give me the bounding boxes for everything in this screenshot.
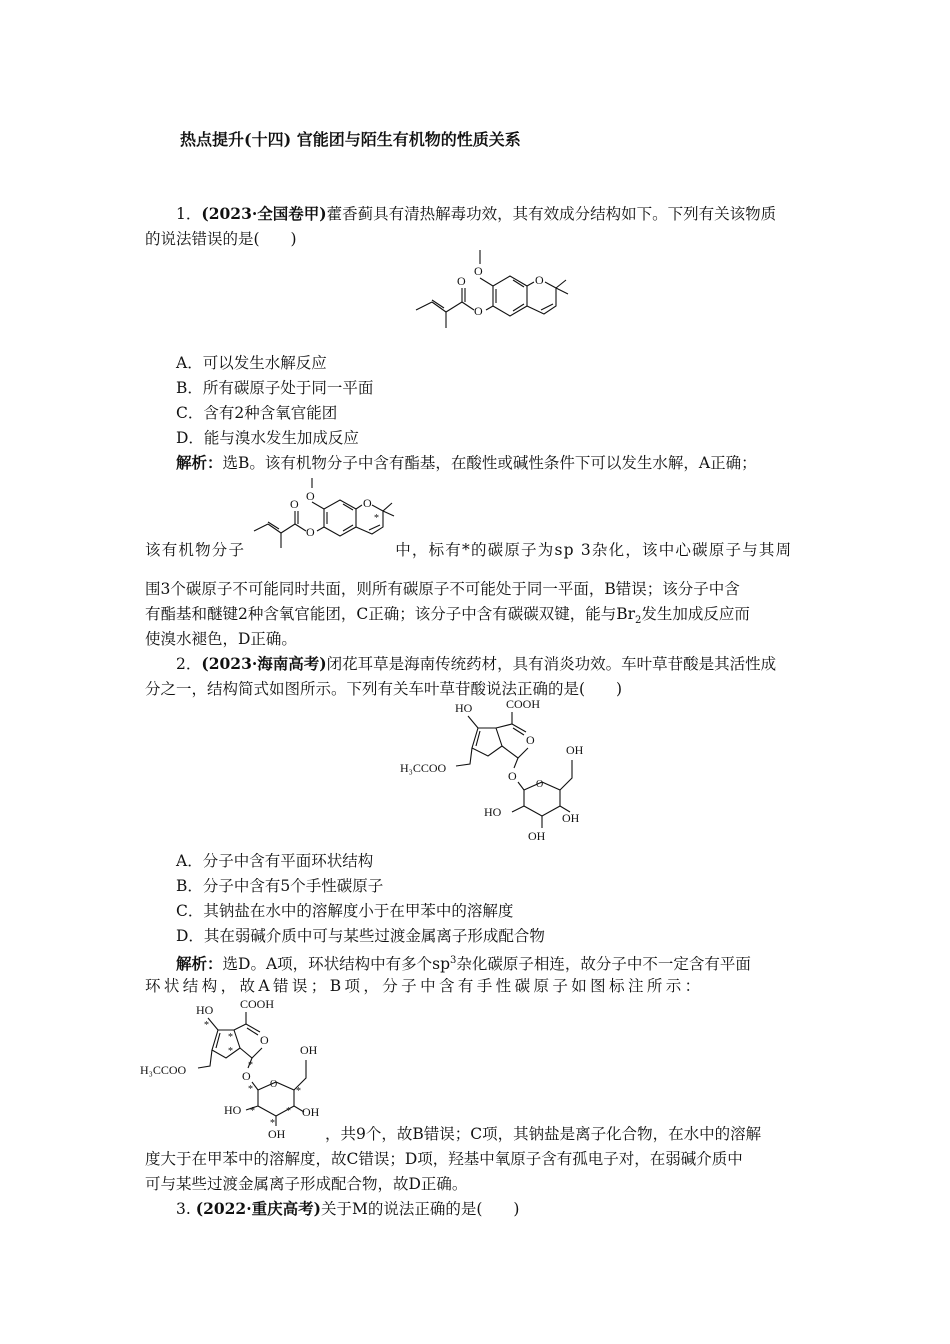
- q1-analysis-4b: 发生加成反应而: [641, 605, 750, 623]
- ring-o: O: [363, 496, 372, 510]
- q1-stem-a: 藿香蓟具有清热解毒功效，其有效成分结构如下。下列有关该物质: [326, 205, 777, 223]
- ho-top: HO: [455, 701, 473, 715]
- q2-analysis-line1: [176, 951, 846, 974]
- q2-stem-line1: [176, 654, 846, 674]
- methoxy-o: O: [306, 489, 315, 503]
- q1-analysis-4sub: 2: [635, 615, 642, 627]
- methoxy-o: O: [474, 264, 483, 278]
- glyco-o: O: [508, 769, 517, 783]
- q2-analysis-line3: [145, 1124, 815, 1144]
- ring-o: O: [260, 1033, 269, 1047]
- q3-number: 3.: [176, 1200, 191, 1218]
- q1-analysis-label: 解析：: [176, 453, 223, 472]
- q2-analysis-3: ，共9个，故B错误；C项，其钠盐是离子化合物，在水中的溶解: [325, 1125, 762, 1143]
- star-2: *: [228, 1032, 233, 1043]
- ho-top: HO: [196, 1003, 214, 1017]
- q2-number: 2．: [176, 655, 202, 673]
- pyranose-o: O: [270, 1079, 278, 1090]
- cooh: COOH: [240, 997, 275, 1011]
- oh-ch2: OH: [300, 1043, 318, 1057]
- q1-analysis-2a: 该有机物分子: [145, 541, 246, 559]
- acetoxy: H₃CCOO: [140, 1063, 187, 1077]
- q3-stem: [176, 1199, 846, 1219]
- q2-analysis-line4: 度大于在甲苯中的溶解度，故C错误；D项，羟基中氧原子含有孤电子对，在弱碱介质中: [145, 1150, 743, 1168]
- q1-number: 1．: [176, 205, 202, 223]
- oh-right: OH: [302, 1105, 320, 1119]
- carbonyl-o: O: [290, 497, 299, 511]
- star-8: *: [270, 1118, 275, 1129]
- star-3: *: [228, 1046, 233, 1057]
- q1-analysis-2b: 中，标有*的碳原子为sp 3杂化，该中心碳原子与其周: [395, 541, 793, 559]
- q1-source: (2023·全国卷甲): [201, 204, 327, 223]
- q1-analysis-line5: 使溴水褪色，D正确。: [145, 630, 297, 648]
- q2-source: (2023·海南高考): [201, 654, 327, 673]
- oh-bottom: OH: [268, 1127, 286, 1141]
- star-4: *: [248, 1060, 253, 1071]
- q1-option-b: B．所有碳原子处于同一平面: [176, 379, 374, 397]
- q1-analysis-1: 选B。该有机物分子中含有酯基，在酸性或碱性条件下可以发生水解，A正确；: [222, 454, 757, 472]
- star-1: *: [204, 1020, 209, 1031]
- q1-option-a: A．可以发生水解反应: [176, 354, 327, 372]
- q1-analysis-line4: [145, 604, 815, 631]
- oh-bottom: OH: [528, 829, 546, 843]
- glyco-o: O: [242, 1069, 251, 1083]
- star-7: *: [250, 1106, 255, 1117]
- q2-analysis-line2: 环状结构，故A错误；B项，分子中含有手性碳原子如图标注所示：: [145, 977, 704, 995]
- q1-analysis-line3: 围3个碳原子不可能同时共面，则所有碳原子不可能处于同一平面，B错误；该分子中含: [145, 580, 740, 598]
- chiral-star: *: [374, 513, 379, 524]
- q2-analysis-1b: 杂化碳原子相连，故分子中不一定含有平面: [456, 955, 751, 974]
- q2-analysis-line5: 可与某些过渡金属离子形成配合物，故D正确。: [145, 1175, 468, 1193]
- oh-right: OH: [562, 811, 580, 825]
- oh-ch2: OH: [566, 743, 584, 757]
- q1-structure-diagram: [410, 244, 580, 334]
- q1-option-d: D．能与溴水发生加成反应: [176, 429, 359, 447]
- q2-option-d: D．其在弱碱介质中可与某些过渡金属离子形成配合物: [176, 927, 545, 945]
- ester-o: O: [306, 525, 315, 539]
- q2-option-b: B．分子中含有5个手性碳原子: [176, 877, 384, 895]
- pyranose-o: O: [536, 779, 544, 790]
- ho-left: HO: [484, 805, 502, 819]
- page-title: 热点提升(十四) 官能团与陌生有机物的性质关系: [180, 130, 521, 149]
- q1-analysis-4a: 有酯基和醚键2种含氧官能团，C正确；该分子中含有碳碳双键，能与Br: [145, 605, 636, 623]
- q1-analysis-line1: [176, 453, 846, 473]
- star-6: *: [296, 1086, 301, 1097]
- ester-o: O: [474, 304, 483, 318]
- q2-option-c: C．其钠盐在水中的溶解度小于在甲苯中的溶解度: [176, 902, 514, 920]
- q1-analysis-line2: [145, 540, 815, 560]
- q2-structure-diagram: [400, 694, 584, 844]
- star-9: *: [286, 1106, 291, 1117]
- q3-stem-text: 关于M的说法正确的是( ): [320, 1200, 520, 1218]
- ring-o: O: [526, 733, 535, 747]
- q2-stem-line2: 分之一，结构简式如图所示。下列有关车叶草苷酸说法正确的是( ): [145, 680, 623, 698]
- q2-analysis-1a: 选D。A项，环状结构中有多个sp: [222, 955, 451, 974]
- q2-analysis-1sup: 3: [450, 955, 457, 966]
- cooh: COOH: [506, 697, 541, 711]
- q1-stem-line2: 的说法错误的是( ): [145, 230, 297, 248]
- star-5: *: [248, 1084, 253, 1095]
- q3-source: (2022·重庆高考): [195, 1199, 321, 1218]
- q2-option-a: A．分子中含有平面环状结构: [176, 852, 374, 870]
- q2-stem-a: 闭花耳草是海南传统药材，具有消炎功效。车叶草苷酸是其活性成: [326, 655, 777, 673]
- acetoxy: H₃CCOO: [400, 761, 447, 775]
- ho-left: HO: [224, 1103, 242, 1117]
- q1-option-c: C．含有2种含氧官能团: [176, 404, 338, 422]
- q2-analysis-label: 解析：: [176, 954, 223, 974]
- ring-o: O: [535, 273, 544, 287]
- q1-stem-line1: [176, 204, 846, 224]
- carbonyl-o: O: [457, 274, 466, 288]
